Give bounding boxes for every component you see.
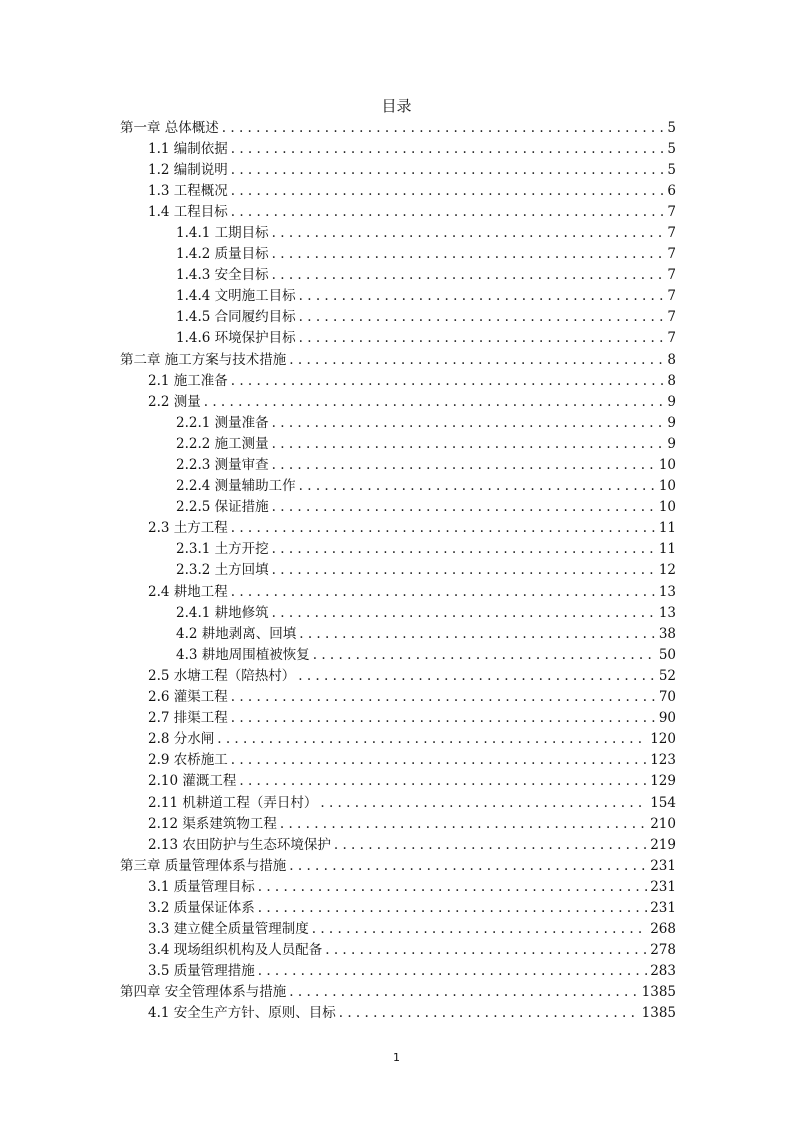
- toc-entry-page: 13: [658, 604, 676, 621]
- toc-entry-page: 13: [658, 583, 676, 600]
- dot-leader: [231, 687, 656, 708]
- toc-entry-label: 2.5 水塘工程（陪热村）: [148, 667, 296, 684]
- dot-leader: [231, 371, 665, 392]
- toc-entry[interactable]: [120, 560, 676, 581]
- toc-entry-page: 123: [650, 752, 676, 769]
- toc-entry-page: 283: [650, 963, 676, 980]
- toc-entry-label: 1.4.2 质量目标: [176, 246, 269, 263]
- toc-entry-page: 11: [658, 541, 676, 558]
- toc-entry-page: 8: [667, 351, 676, 368]
- toc-entry[interactable]: [120, 434, 676, 455]
- toc-entry[interactable]: [120, 518, 676, 539]
- toc-entry[interactable]: [120, 624, 676, 645]
- toc-entry[interactable]: [120, 476, 676, 497]
- toc-title: 目录: [381, 97, 412, 115]
- toc-entry[interactable]: [120, 666, 676, 687]
- toc-entry-label: 4.1 安全生产方针、原则、目标: [148, 1005, 336, 1022]
- toc-entry-page: 268: [650, 921, 676, 938]
- dot-leader: [272, 413, 665, 434]
- dot-leader: [299, 624, 656, 645]
- toc-entry-label: 1.2 编制说明: [148, 161, 228, 178]
- toc-entry-label: 2.4 耕地工程: [148, 583, 228, 600]
- toc-entry-page: 7: [667, 246, 676, 263]
- toc-entry-page: 210: [650, 815, 676, 832]
- toc-entry-label: 2.1 施工准备: [148, 372, 228, 389]
- toc-entry-label: 第一章 总体概述: [120, 119, 219, 136]
- toc-entry[interactable]: [120, 814, 676, 835]
- toc-entry-label: 2.8 分水闸: [148, 731, 215, 748]
- toc-entry[interactable]: [120, 118, 676, 139]
- toc-entry[interactable]: [120, 898, 676, 919]
- toc-entry-page: 7: [667, 203, 676, 220]
- toc-entry-label: 1.3 工程概况: [148, 182, 228, 199]
- toc-entry-label: 2.3.2 土方回填: [176, 562, 269, 579]
- dot-leader: [231, 582, 656, 603]
- toc-entry-label: 第四章 安全管理体系与措施: [120, 984, 287, 1001]
- toc-entry-label: 第二章 施工方案与技术措施: [120, 351, 287, 368]
- toc-entry[interactable]: [120, 181, 676, 202]
- toc-entry-page: 231: [650, 857, 676, 874]
- toc-entry[interactable]: [120, 793, 676, 814]
- toc-entry-page: 12: [658, 562, 676, 579]
- dot-leader: [258, 877, 647, 898]
- toc-entry-label: 3.4 现场组织机构及人员配备: [148, 942, 323, 959]
- toc-entry-page: 7: [667, 288, 676, 305]
- toc-entry-page: 231: [650, 899, 676, 916]
- dot-leader: [272, 497, 656, 518]
- toc-entry-label: 1.4.5 合同履约目标: [176, 309, 296, 326]
- toc-entry[interactable]: [120, 919, 676, 940]
- toc-entry-label: 2.2.3 测量审查: [176, 457, 269, 473]
- toc-entry-page: 1385: [641, 1005, 676, 1022]
- table-of-contents: [120, 118, 676, 1025]
- toc-entry-label: 1.4.1 工期目标: [176, 224, 269, 241]
- dot-leader: [280, 814, 647, 835]
- toc-entry[interactable]: [120, 455, 676, 476]
- dot-leader: [320, 793, 647, 814]
- dot-leader: [325, 940, 647, 961]
- dot-leader: [289, 982, 638, 1003]
- toc-entry-page: 7: [667, 267, 676, 284]
- toc-entry-label: 3.5 质量管理措施: [148, 963, 255, 980]
- toc-entry[interactable]: [120, 223, 676, 244]
- dot-leader: [298, 666, 656, 687]
- toc-entry-label: 2.6 灌渠工程: [148, 689, 228, 706]
- dot-leader: [231, 518, 656, 539]
- toc-entry[interactable]: [120, 265, 676, 286]
- toc-entry-label: 2.2 测量: [148, 393, 201, 410]
- dot-leader: [299, 476, 656, 497]
- dot-leader: [312, 919, 647, 940]
- toc-entry[interactable]: [120, 139, 676, 160]
- toc-entry[interactable]: [120, 687, 676, 708]
- toc-entry-label: 1.4.6 环境保护目标: [176, 330, 296, 347]
- toc-entry[interactable]: [120, 202, 676, 223]
- toc-entry-label: 4.3 耕地周围植被恢复: [176, 646, 310, 663]
- toc-entry-page: 10: [658, 478, 676, 495]
- toc-entry[interactable]: [120, 328, 676, 349]
- toc-entry[interactable]: [120, 371, 676, 392]
- dot-leader: [272, 244, 665, 265]
- toc-entry-label: 3.3 建立健全质量管理制度: [148, 921, 309, 938]
- dot-leader: [217, 729, 647, 750]
- toc-entry[interactable]: [120, 982, 676, 1003]
- toc-entry-label: 4.2 耕地剥离、回填: [176, 625, 297, 642]
- toc-entry-page: 5: [667, 140, 676, 157]
- toc-entry-page: 5: [667, 119, 676, 136]
- toc-entry[interactable]: [120, 244, 676, 265]
- dot-leader: [272, 560, 656, 581]
- toc-entry[interactable]: [120, 856, 676, 877]
- toc-entry-page: 7: [667, 224, 676, 241]
- dot-leader: [272, 223, 665, 244]
- dot-leader: [299, 286, 665, 307]
- dot-leader: [289, 350, 664, 371]
- toc-entry-page: 11: [658, 520, 676, 537]
- toc-entry[interactable]: [120, 835, 676, 856]
- dot-leader: [299, 328, 665, 349]
- toc-entry-label: 2.9 农桥施工: [148, 752, 228, 769]
- toc-entry-page: 9: [667, 393, 676, 410]
- toc-entry-label: 2.2.5 保证措施: [176, 499, 269, 516]
- toc-entry[interactable]: [120, 539, 676, 560]
- toc-entry-label: 2.2.4 测量辅助工作: [176, 478, 296, 495]
- toc-entry-label: 2.7 排渠工程: [148, 710, 228, 727]
- toc-entry-page: 90: [658, 710, 676, 727]
- toc-entry-label: 2.3.1 土方开挖: [176, 541, 269, 558]
- toc-entry[interactable]: [120, 603, 676, 624]
- toc-entry[interactable]: [120, 582, 676, 603]
- toc-entry[interactable]: [120, 771, 676, 792]
- toc-entry-page: 120: [650, 731, 676, 748]
- dot-leader: [272, 539, 656, 560]
- toc-entry[interactable]: [120, 750, 676, 771]
- toc-entry-page: 129: [650, 773, 676, 790]
- toc-entry-page: 52: [658, 667, 676, 684]
- page-number: 1: [393, 1051, 400, 1064]
- toc-entry[interactable]: [120, 307, 676, 328]
- toc-entry-page: 6: [667, 182, 676, 199]
- toc-entry-label: 第三章 质量管理体系与措施: [120, 857, 287, 874]
- toc-entry-page: 38: [658, 625, 676, 642]
- dot-leader: [313, 645, 656, 666]
- toc-entry-label: 2.11 机耕道工程（弄日村）: [148, 794, 318, 811]
- toc-entry-page: 70: [658, 689, 676, 706]
- dot-leader: [239, 771, 647, 792]
- toc-entry-page: 9: [667, 435, 676, 452]
- toc-entry[interactable]: [120, 645, 676, 666]
- toc-entry[interactable]: [120, 729, 676, 750]
- toc-entry-label: 2.13 农田防护与生态环境保护: [148, 836, 331, 853]
- toc-entry-label: 3.2 质量保证体系: [148, 899, 255, 916]
- dot-leader: [272, 455, 656, 476]
- toc-entry-label: 2.2.2 施工测量: [176, 435, 269, 452]
- toc-entry[interactable]: [120, 877, 676, 898]
- dot-leader: [231, 750, 647, 771]
- toc-entry-page: 10: [658, 499, 676, 516]
- toc-entry[interactable]: [120, 961, 676, 982]
- toc-entry-page: 50: [658, 646, 676, 663]
- toc-entry-label: 3.1 质量管理目标: [148, 878, 255, 895]
- toc-entry[interactable]: [120, 350, 676, 371]
- toc-entry-page: 7: [667, 309, 676, 326]
- toc-entry-label: 2.4.1 耕地修筑: [176, 604, 269, 621]
- toc-entry-label: 2.3 土方工程: [148, 520, 228, 537]
- dot-leader: [231, 708, 656, 729]
- toc-entry-page: 231: [650, 878, 676, 895]
- toc-entry-page: 1385: [641, 984, 676, 1001]
- toc-entry[interactable]: [120, 286, 676, 307]
- dot-leader: [258, 961, 647, 982]
- toc-entry[interactable]: [120, 413, 676, 434]
- toc-entry[interactable]: [120, 1003, 676, 1024]
- dot-leader: [231, 181, 665, 202]
- toc-entry-page: 278: [650, 942, 676, 959]
- toc-entry-page: 9: [667, 414, 676, 431]
- dot-leader: [272, 434, 665, 455]
- toc-entry-page: 8: [667, 372, 676, 389]
- dot-leader: [258, 898, 647, 919]
- toc-entry-label: 1.1 编制依据: [148, 140, 228, 157]
- toc-entry-label: 2.12 渠系建筑物工程: [148, 815, 277, 832]
- dot-leader: [289, 856, 647, 877]
- dot-leader: [222, 118, 665, 139]
- dot-leader: [231, 202, 665, 223]
- dot-leader: [204, 392, 665, 413]
- toc-entry[interactable]: [120, 708, 676, 729]
- dot-leader: [272, 265, 665, 286]
- toc-entry-label: 1.4.4 文明施工目标: [176, 288, 296, 305]
- toc-entry-label: 2.10 灌溉工程: [148, 773, 237, 790]
- dot-leader: [299, 307, 665, 328]
- toc-entry-page: 154: [650, 794, 676, 811]
- toc-entry-page: 5: [667, 161, 676, 178]
- dot-leader: [334, 835, 647, 856]
- toc-entry[interactable]: [120, 160, 676, 181]
- toc-entry[interactable]: [120, 940, 676, 961]
- toc-entry-label: 1.4.3 安全目标: [176, 267, 269, 284]
- toc-entry-page: 219: [650, 836, 676, 853]
- toc-entry[interactable]: [120, 392, 676, 413]
- dot-leader: [231, 139, 665, 160]
- toc-entry-page: 7: [667, 330, 676, 347]
- toc-entry-page: 10: [658, 457, 676, 473]
- toc-entry[interactable]: [120, 497, 676, 518]
- toc-entry-label: 2.2.1 测量准备: [176, 414, 269, 431]
- dot-leader: [231, 160, 665, 181]
- dot-leader: [339, 1003, 639, 1024]
- dot-leader: [272, 603, 656, 624]
- toc-entry-label: 1.4 工程目标: [148, 203, 228, 220]
